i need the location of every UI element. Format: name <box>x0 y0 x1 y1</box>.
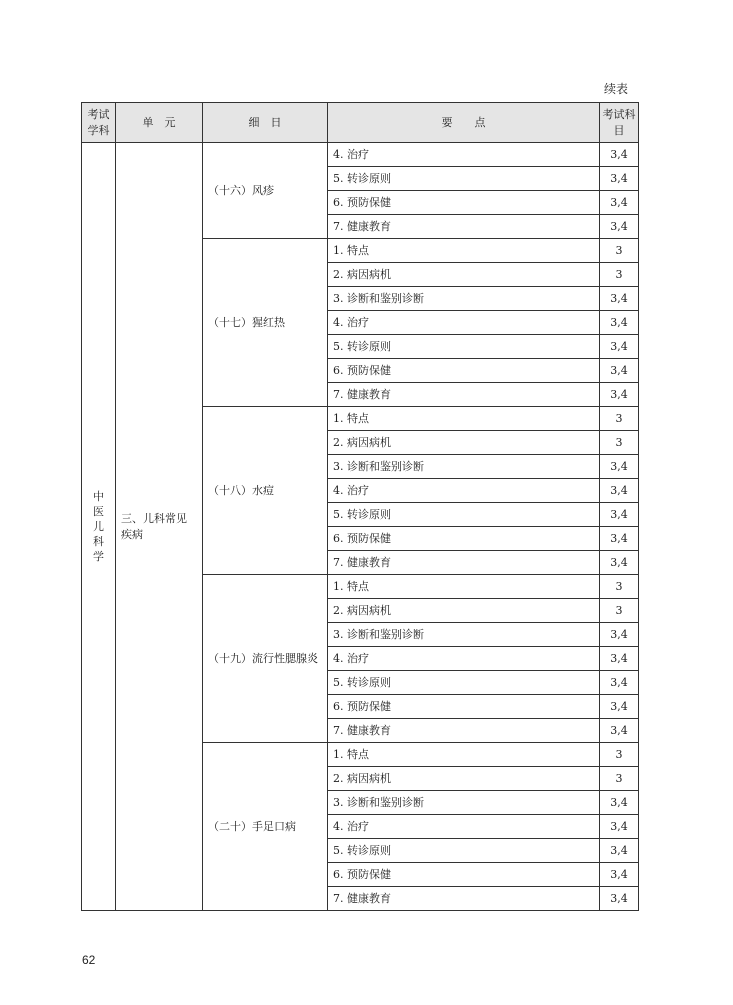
point-cell: 4. 治疗 <box>328 815 600 839</box>
point-cell: 2. 病因病机 <box>328 263 600 287</box>
code-cell: 3,4 <box>600 887 639 911</box>
code-cell: 3,4 <box>600 695 639 719</box>
code-cell: 3,4 <box>600 719 639 743</box>
code-cell: 3 <box>600 743 639 767</box>
code-cell: 3,4 <box>600 191 639 215</box>
header-code: 考试科目 <box>600 103 639 143</box>
point-cell: 6. 预防保健 <box>328 359 600 383</box>
point-cell: 5. 转诊原则 <box>328 671 600 695</box>
code-cell: 3 <box>600 599 639 623</box>
code-cell: 3,4 <box>600 551 639 575</box>
code-cell: 3 <box>600 575 639 599</box>
code-cell: 3,4 <box>600 863 639 887</box>
header-point: 要 点 <box>328 103 600 143</box>
header-item: 细 日 <box>203 103 328 143</box>
point-cell: 1. 特点 <box>328 575 600 599</box>
item-cell: （十九）流行性腮腺炎 <box>203 575 328 743</box>
point-cell: 5. 转诊原则 <box>328 503 600 527</box>
code-cell: 3,4 <box>600 335 639 359</box>
point-cell: 6. 预防保健 <box>328 863 600 887</box>
point-cell: 3. 诊断和鉴别诊断 <box>328 287 600 311</box>
point-cell: 7. 健康教育 <box>328 551 600 575</box>
item-cell: （十八）水痘 <box>203 407 328 575</box>
code-cell: 3,4 <box>600 287 639 311</box>
item-cell: （十七）猩红热 <box>203 239 328 407</box>
unit-cell: 三、儿科常见疾病 <box>116 143 203 911</box>
point-cell: 1. 特点 <box>328 407 600 431</box>
point-cell: 5. 转诊原则 <box>328 335 600 359</box>
point-cell: 6. 预防保健 <box>328 527 600 551</box>
code-cell: 3,4 <box>600 143 639 167</box>
point-cell: 3. 诊断和鉴别诊断 <box>328 623 600 647</box>
code-cell: 3 <box>600 239 639 263</box>
code-cell: 3 <box>600 263 639 287</box>
item-cell: （十六）风疹 <box>203 143 328 239</box>
code-cell: 3,4 <box>600 383 639 407</box>
code-cell: 3,4 <box>600 647 639 671</box>
code-cell: 3,4 <box>600 623 639 647</box>
page-number: 62 <box>82 953 96 967</box>
point-cell: 2. 病因病机 <box>328 431 600 455</box>
code-cell: 3,4 <box>600 311 639 335</box>
point-cell: 5. 转诊原则 <box>328 839 600 863</box>
header-unit: 单 元 <box>116 103 203 143</box>
table-body <box>82 143 639 911</box>
exam-outline-table <box>81 102 639 911</box>
point-cell: 7. 健康教育 <box>328 719 600 743</box>
code-cell: 3 <box>600 431 639 455</box>
point-cell: 3. 诊断和鉴别诊断 <box>328 791 600 815</box>
point-cell: 1. 特点 <box>328 743 600 767</box>
code-cell: 3,4 <box>600 527 639 551</box>
point-cell: 5. 转诊原则 <box>328 167 600 191</box>
header-subject: 考试学科 <box>82 103 116 143</box>
code-cell: 3,4 <box>600 839 639 863</box>
code-cell: 3 <box>600 767 639 791</box>
point-cell: 4. 治疗 <box>328 143 600 167</box>
code-cell: 3,4 <box>600 791 639 815</box>
point-cell: 4. 治疗 <box>328 647 600 671</box>
point-cell: 4. 治疗 <box>328 479 600 503</box>
table-header-row <box>82 103 639 143</box>
point-cell: 3. 诊断和鉴别诊断 <box>328 455 600 479</box>
continued-label: 续表 <box>603 82 628 96</box>
code-cell: 3,4 <box>600 503 639 527</box>
subject-cell <box>82 143 116 911</box>
code-cell: 3,4 <box>600 455 639 479</box>
point-cell: 6. 预防保健 <box>328 191 600 215</box>
item-cell: （二十）手足口病 <box>203 743 328 911</box>
code-cell: 3,4 <box>600 359 639 383</box>
point-cell: 7. 健康教育 <box>328 215 600 239</box>
point-cell: 4. 治疗 <box>328 311 600 335</box>
point-cell: 7. 健康教育 <box>328 383 600 407</box>
code-cell: 3 <box>600 407 639 431</box>
code-cell: 3,4 <box>600 167 639 191</box>
point-cell: 6. 预防保健 <box>328 695 600 719</box>
code-cell: 3,4 <box>600 815 639 839</box>
point-cell: 1. 特点 <box>328 239 600 263</box>
point-cell: 2. 病因病机 <box>328 767 600 791</box>
code-cell: 3,4 <box>600 479 639 503</box>
table-row <box>82 143 639 167</box>
point-cell: 2. 病因病机 <box>328 599 600 623</box>
subject-text: 中医儿科学 <box>93 489 104 563</box>
point-cell: 7. 健康教育 <box>328 887 600 911</box>
code-cell: 3,4 <box>600 671 639 695</box>
code-cell: 3,4 <box>600 215 639 239</box>
